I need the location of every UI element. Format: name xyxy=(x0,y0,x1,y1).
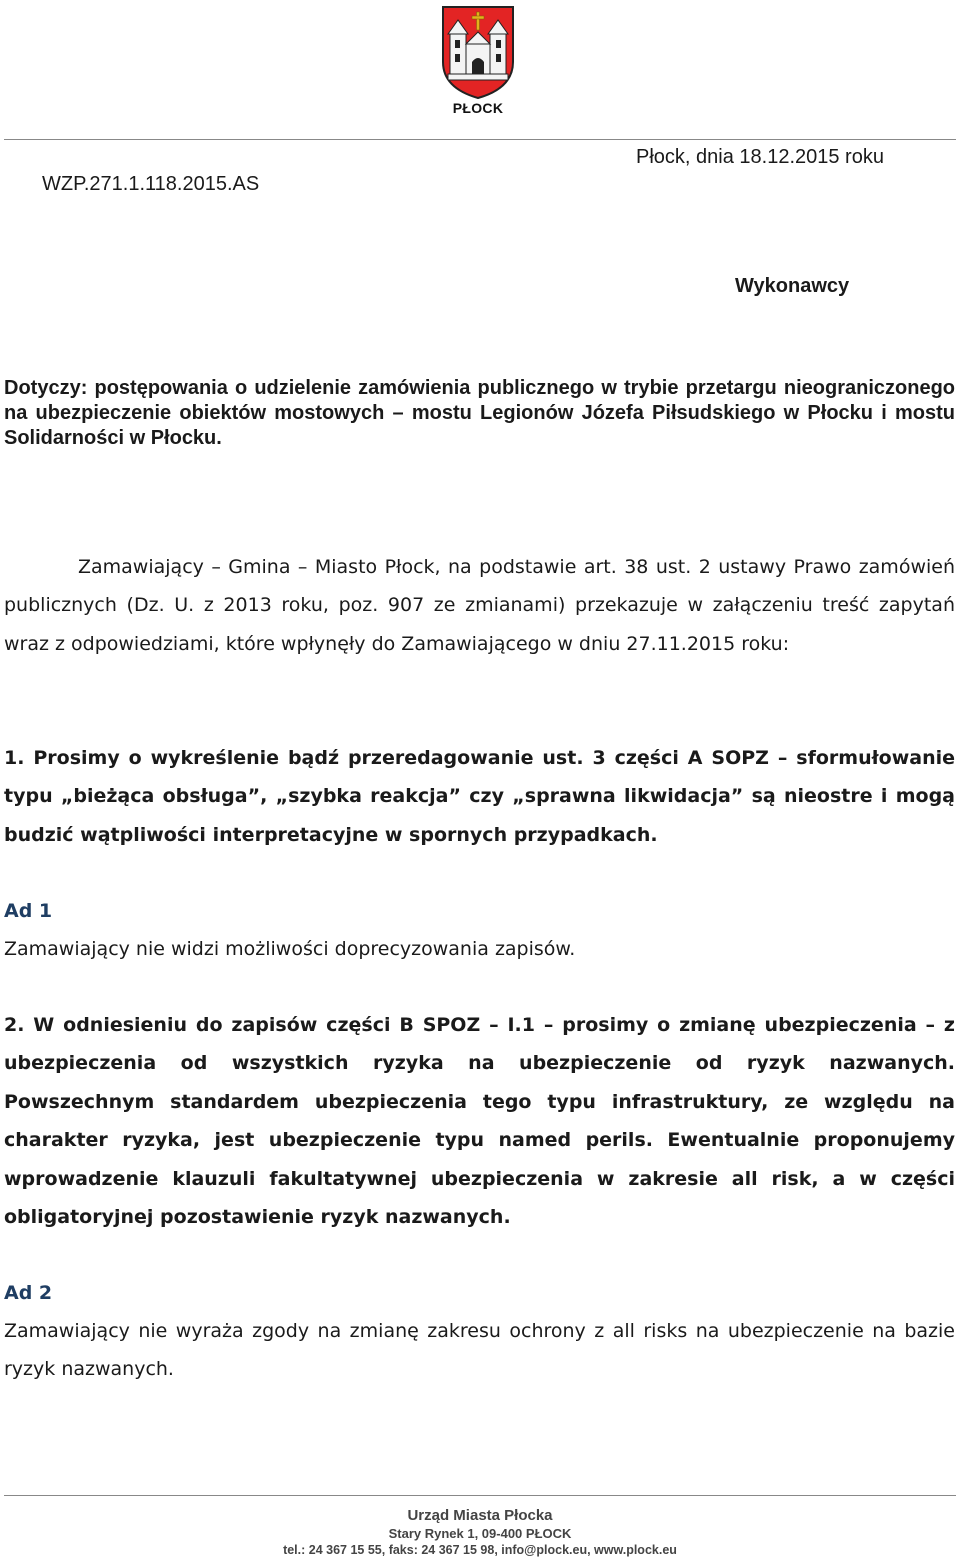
footer-address: Stary Rynek 1, 09-400 PŁOCK xyxy=(388,1526,572,1541)
footer-contact: tel.: 24 367 15 55, faks: 24 367 15 98, info@plock.eu, www.plock.eu xyxy=(283,1543,677,1557)
header-divider xyxy=(4,139,956,140)
question-2: 2. W odniesieniu do zapisów części B SPOZ – I.1 – prosimy o zmianę ubezpieczenia – z ubezpieczenia od wszystkich ryzyka na ubezpieczenie od ryzyk nazwanych. Powszechnym standardem ubezpieczenia tego typu infrastruktury, ze względu na charakter ryzyka, jest ubezpieczenie typu named perils. Ewentualnie proponujemy wprowadzenie klauzuli fakultatywnej ubezpieczenia w zakresie all risk, a w części obligatoryjnej pozostawienie ryzyk nazwanych. xyxy=(4,1014,955,1229)
answer-1: Zamawiający nie widzi możliwości doprecyzowania zapisów. xyxy=(4,938,576,960)
reference-number: WZP.271.1.118.2015.AS xyxy=(42,173,260,195)
footer-divider xyxy=(4,1495,956,1496)
footer-office-name: Urząd Miasta Płocka xyxy=(407,1507,553,1524)
question-1: 1. Prosimy o wykreślenie bądź przeredagowanie ust. 3 części A SOPZ – sformułowanie typu „bieżąca obsługa”, „szybka reakcja” czy „sprawna likwidacja” są nieostre i mogą budzić wątpliwości interpretacyjne w spornych przypadkach. xyxy=(4,747,955,846)
coat-of-arms-icon xyxy=(440,4,516,100)
document-date: Płock, dnia 18.12.2015 roku xyxy=(636,146,884,168)
answer-1-label: Ad 1 xyxy=(4,900,53,922)
addressee: Wykonawcy xyxy=(735,275,850,297)
city-coat-of-arms xyxy=(440,4,516,100)
answer-2: Zamawiający nie wyraża zgody na zmianę zakresu ochrony z all risks na ubezpieczenie na bazie ryzyk nazwanych. xyxy=(4,1320,955,1381)
answer-2-label: Ad 2 xyxy=(4,1282,53,1304)
footer xyxy=(280,1506,680,1559)
crest-caption: PŁOCK xyxy=(452,100,504,116)
subject-line: Dotyczy: postępowania o udzielenie zamówienia publicznego w trybie przetargu nieograniczonego na ubezpieczenie obiektów mostowych – mostu Legionów Józefa Piłsudskiego w Płocku i mostu Solidarności w Płocku. xyxy=(4,377,955,449)
intro-paragraph: Zamawiający – Gmina – Miasto Płock, na podstawie art. 38 ust. 2 ustawy Prawo zamówień publicznych (Dz. U. z 2013 roku, poz. 907 ze zmianami) przekazuje w załączeniu treść zapytań wraz z odpowiedziami, które wpłynęły do Zamawiającego w dniu 27.11.2015 roku: xyxy=(4,556,955,655)
